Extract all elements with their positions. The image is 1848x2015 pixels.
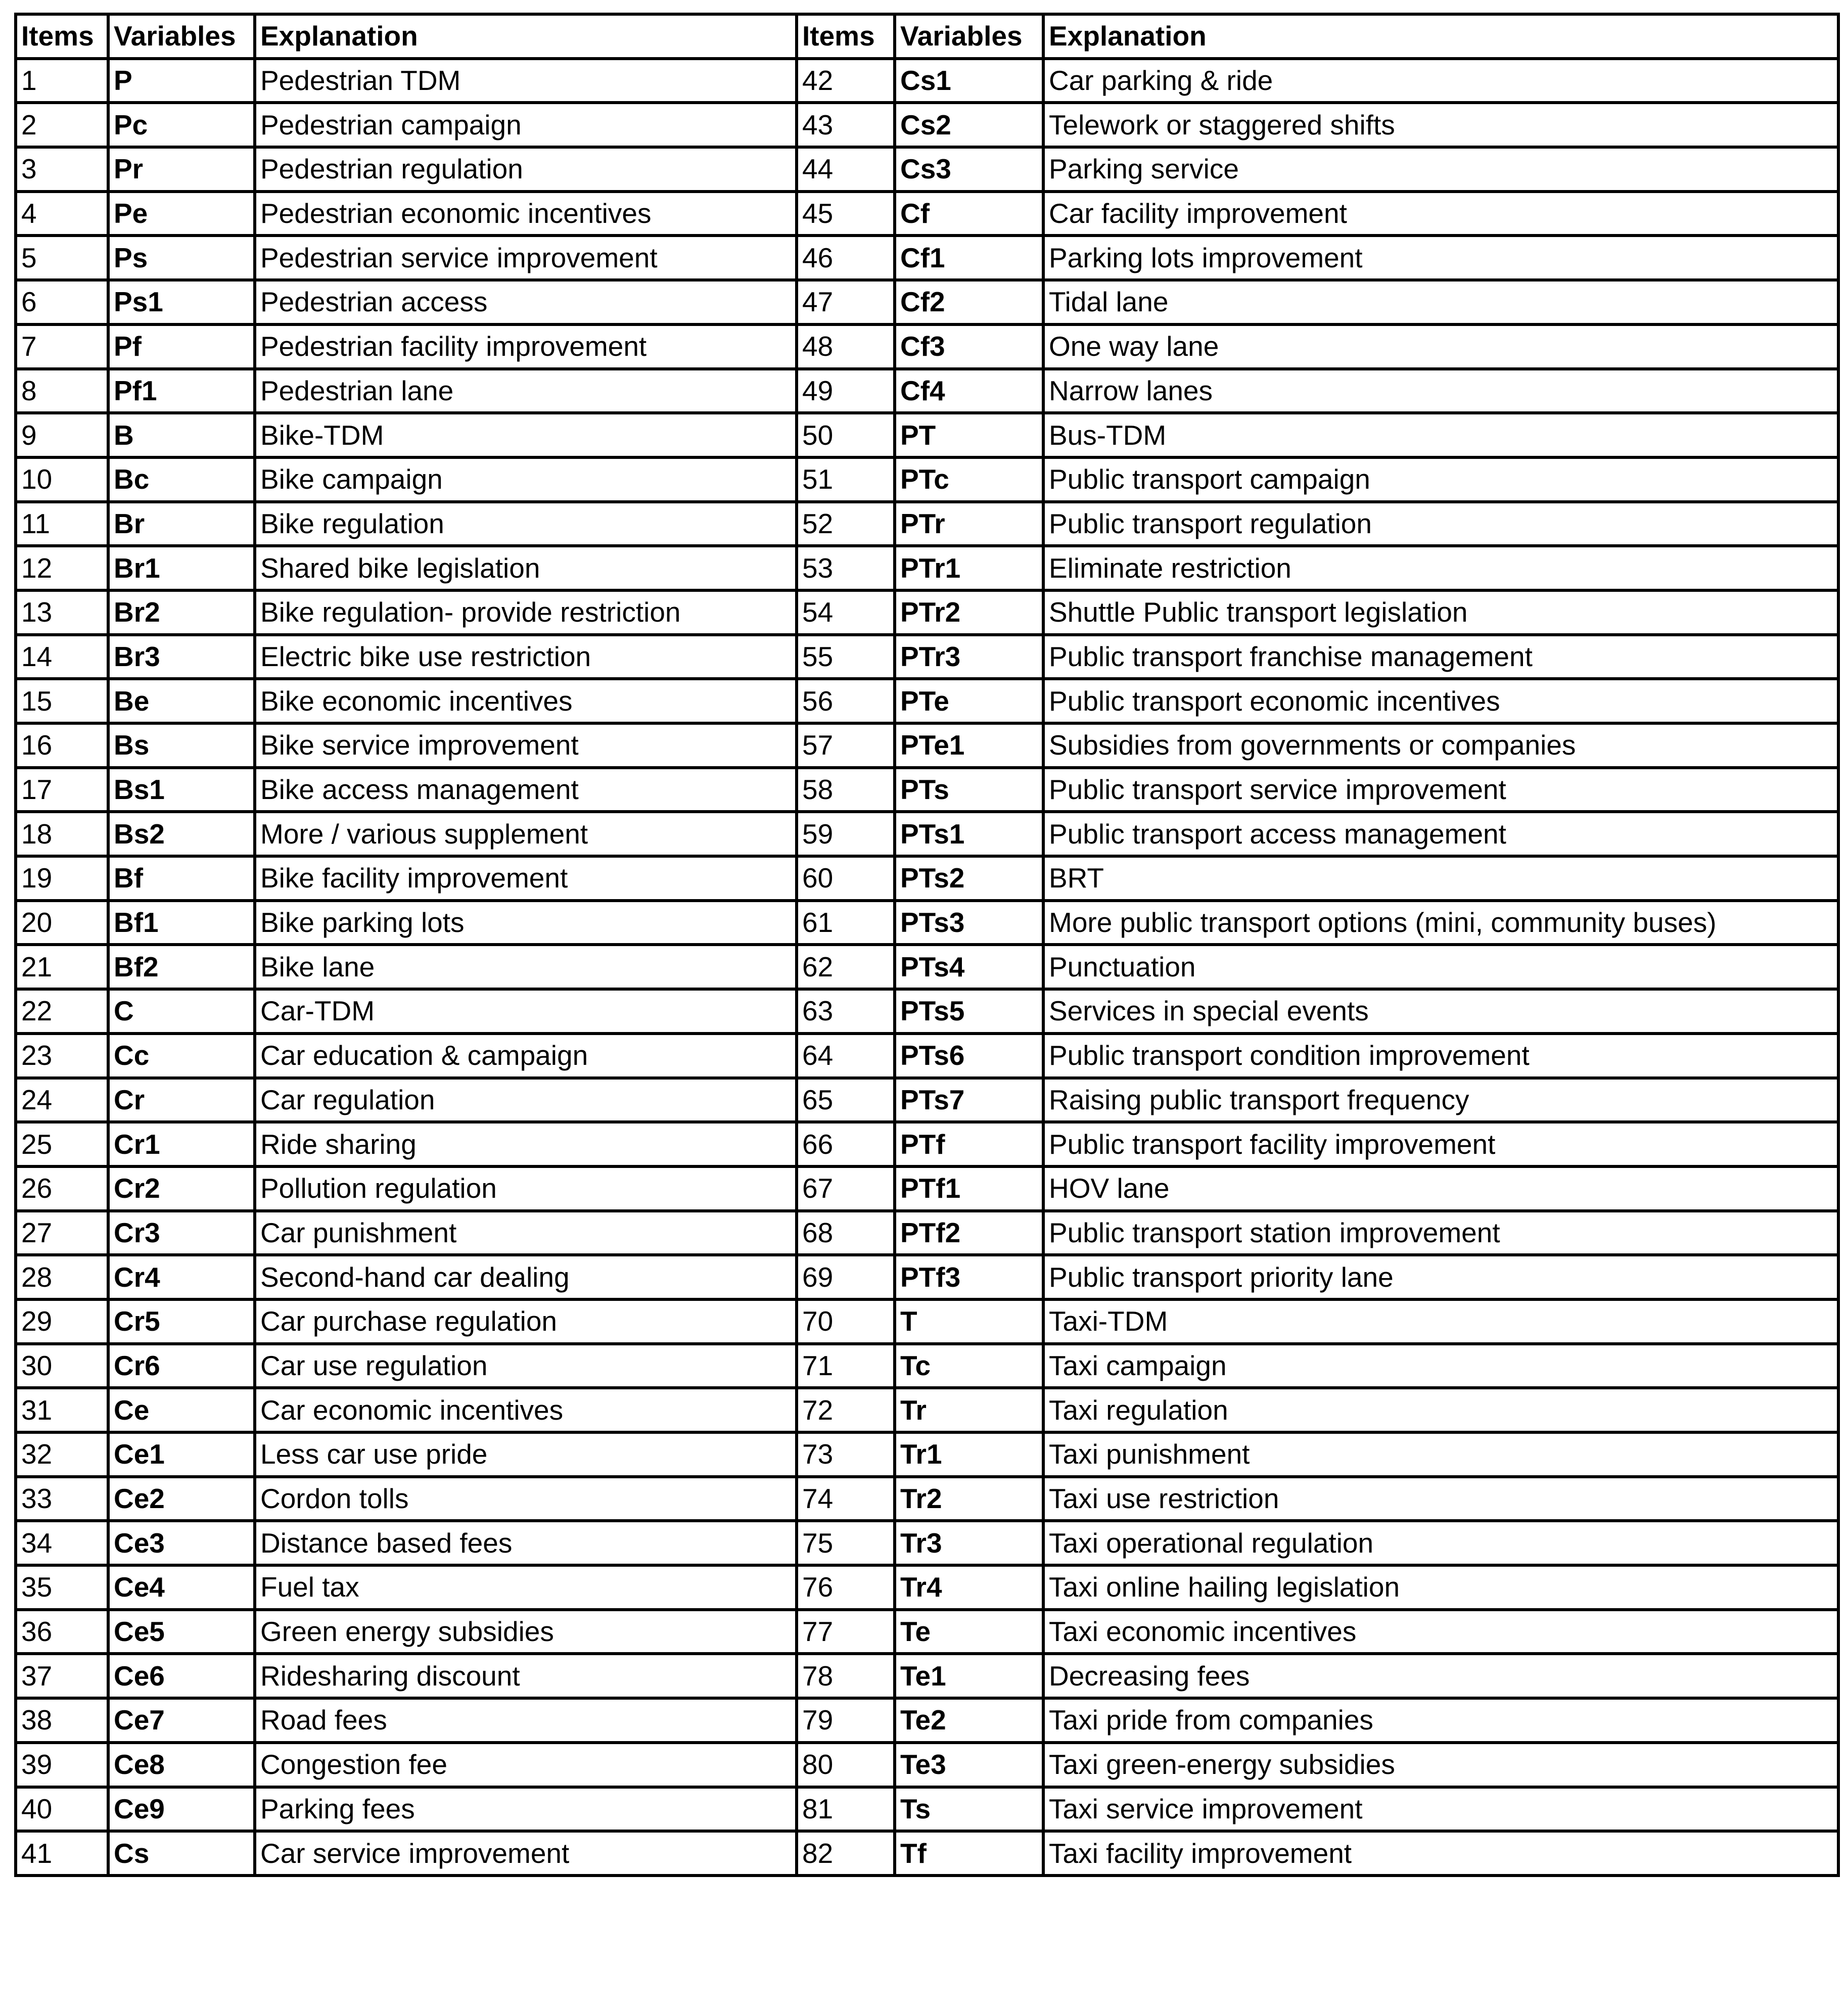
right-item-cell: 50 [797,413,895,457]
left-variable-cell: Ce8 [108,1743,255,1787]
right-item-cell: 46 [797,236,895,280]
left-explanation-cell: Bike access management [255,768,797,812]
left-item-cell: 20 [16,901,108,945]
right-explanation-cell: Taxi campaign [1043,1344,1838,1388]
right-variable-cell: PTc [895,457,1043,502]
right-variable-cell: PTs6 [895,1034,1043,1078]
right-explanation-cell: Public transport priority lane [1043,1255,1838,1299]
right-variable-cell: Cf3 [895,324,1043,369]
left-explanation-cell: Pedestrian regulation [255,147,797,192]
left-variable-cell: Cr [108,1078,255,1122]
right-item-cell: 60 [797,856,895,901]
left-item-cell: 1 [16,59,108,103]
right-item-cell: 74 [797,1477,895,1521]
right-variable-cell: PTf2 [895,1211,1043,1255]
right-variable-cell: PTr [895,502,1043,546]
left-explanation-cell: Bike lane [255,945,797,989]
right-item-cell: 79 [797,1698,895,1743]
left-explanation-cell: Car regulation [255,1078,797,1122]
table-row [16,1166,1838,1211]
right-item-cell: 82 [797,1831,895,1876]
right-explanation-cell: Taxi pride from companies [1043,1698,1838,1743]
left-explanation-cell: Car punishment [255,1211,797,1255]
right-variable-cell: PTs4 [895,945,1043,989]
right-item-cell: 76 [797,1565,895,1610]
left-variable-cell: Be [108,679,255,723]
right-item-cell: 64 [797,1034,895,1078]
left-variable-cell: Pr [108,147,255,192]
left-item-cell: 23 [16,1034,108,1078]
right-item-cell: 53 [797,546,895,590]
left-explanation-cell: Pedestrian service improvement [255,236,797,280]
right-explanation-cell: Taxi operational regulation [1043,1521,1838,1565]
left-variable-cell: Bf1 [108,901,255,945]
right-item-cell: 72 [797,1388,895,1432]
right-variable-cell: PTf1 [895,1166,1043,1211]
left-variable-cell: Bf [108,856,255,901]
left-variable-cell: Cr3 [108,1211,255,1255]
left-item-cell: 17 [16,768,108,812]
left-item-cell: 39 [16,1743,108,1787]
table-row [16,856,1838,901]
table-row [16,1344,1838,1388]
left-explanation-cell: Bike service improvement [255,723,797,768]
table-row [16,457,1838,502]
table-row [16,1388,1838,1432]
table-row [16,1743,1838,1787]
right-explanation-cell: Decreasing fees [1043,1654,1838,1698]
tdm-variables-table [14,13,1840,1877]
table-row [16,989,1838,1034]
left-variable-cell: Ce9 [108,1787,255,1832]
right-variable-cell: PTs2 [895,856,1043,901]
left-item-cell: 40 [16,1787,108,1832]
left-item-cell: 22 [16,989,108,1034]
right-variable-cell: Te2 [895,1698,1043,1743]
right-explanation-cell: Public transport economic incentives [1043,679,1838,723]
left-variable-cell: Bs [108,723,255,768]
left-variable-cell: Pf [108,324,255,369]
table-row [16,103,1838,147]
left-explanation-cell: Car service improvement [255,1831,797,1876]
right-variable-cell: Tf [895,1831,1043,1876]
right-variable-cell: PTf [895,1122,1043,1166]
left-explanation-cell: Bike-TDM [255,413,797,457]
right-item-cell: 63 [797,989,895,1034]
right-item-cell: 58 [797,768,895,812]
left-variable-cell: Cr4 [108,1255,255,1299]
left-explanation-cell: Fuel tax [255,1565,797,1610]
left-variable-cell: Cr1 [108,1122,255,1166]
table-row [16,546,1838,590]
right-variable-cell: PTs3 [895,901,1043,945]
right-variable-cell: Cf2 [895,280,1043,324]
header-variables-left: Variables [108,14,255,59]
right-item-cell: 52 [797,502,895,546]
left-variable-cell: Cs [108,1831,255,1876]
left-explanation-cell: Bike campaign [255,457,797,502]
right-item-cell: 59 [797,812,895,856]
left-explanation-cell: Bike parking lots [255,901,797,945]
right-explanation-cell: Taxi punishment [1043,1432,1838,1477]
left-variable-cell: Ps1 [108,280,255,324]
left-variable-cell: Br3 [108,635,255,679]
right-item-cell: 67 [797,1166,895,1211]
right-explanation-cell: Parking lots improvement [1043,236,1838,280]
left-explanation-cell: Distance based fees [255,1521,797,1565]
right-explanation-cell: Taxi use restriction [1043,1477,1838,1521]
right-explanation-cell: Public transport regulation [1043,502,1838,546]
left-item-cell: 15 [16,679,108,723]
table-row [16,369,1838,413]
left-variable-cell: Bs2 [108,812,255,856]
right-variable-cell: Tr [895,1388,1043,1432]
table-row [16,280,1838,324]
left-item-cell: 18 [16,812,108,856]
right-variable-cell: PTs [895,768,1043,812]
table-row [16,1831,1838,1876]
left-item-cell: 31 [16,1388,108,1432]
right-variable-cell: PTe [895,679,1043,723]
table-row [16,1122,1838,1166]
right-variable-cell: Te3 [895,1743,1043,1787]
table-body [16,59,1838,1876]
left-variable-cell: Bc [108,457,255,502]
left-item-cell: 4 [16,192,108,236]
table-row [16,1698,1838,1743]
right-variable-cell: Tr3 [895,1521,1043,1565]
right-item-cell: 61 [797,901,895,945]
header-explanation-right: Explanation [1043,14,1838,59]
left-item-cell: 8 [16,369,108,413]
left-variable-cell: Cr2 [108,1166,255,1211]
table-row [16,1078,1838,1122]
right-variable-cell: PTe1 [895,723,1043,768]
left-item-cell: 27 [16,1211,108,1255]
right-explanation-cell: More public transport options (mini, community buses) [1043,901,1838,945]
left-item-cell: 26 [16,1166,108,1211]
right-item-cell: 42 [797,59,895,103]
right-variable-cell: PTs7 [895,1078,1043,1122]
table-row [16,324,1838,369]
right-item-cell: 71 [797,1344,895,1388]
table-row [16,1521,1838,1565]
left-item-cell: 32 [16,1432,108,1477]
left-item-cell: 2 [16,103,108,147]
left-variable-cell: Bf2 [108,945,255,989]
right-explanation-cell: HOV lane [1043,1166,1838,1211]
right-variable-cell: PTr3 [895,635,1043,679]
right-item-cell: 43 [797,103,895,147]
right-variable-cell: PTs5 [895,989,1043,1034]
left-explanation-cell: Parking fees [255,1787,797,1832]
right-variable-cell: Cf4 [895,369,1043,413]
left-variable-cell: Pe [108,192,255,236]
right-explanation-cell: Car parking & ride [1043,59,1838,103]
left-explanation-cell: Ride sharing [255,1122,797,1166]
right-explanation-cell: Taxi-TDM [1043,1299,1838,1344]
left-variable-cell: P [108,59,255,103]
left-variable-cell: Ps [108,236,255,280]
right-explanation-cell: Taxi facility improvement [1043,1831,1838,1876]
left-variable-cell: Br [108,502,255,546]
right-explanation-cell: BRT [1043,856,1838,901]
left-item-cell: 33 [16,1477,108,1521]
right-explanation-cell: Tidal lane [1043,280,1838,324]
right-item-cell: 73 [797,1432,895,1477]
right-explanation-cell: Narrow lanes [1043,369,1838,413]
table-row [16,679,1838,723]
right-item-cell: 80 [797,1743,895,1787]
right-explanation-cell: Public transport campaign [1043,457,1838,502]
table-row [16,236,1838,280]
left-item-cell: 14 [16,635,108,679]
right-item-cell: 66 [797,1122,895,1166]
right-explanation-cell: Taxi regulation [1043,1388,1838,1432]
left-item-cell: 7 [16,324,108,369]
left-explanation-cell: Car use regulation [255,1344,797,1388]
table-row [16,1610,1838,1654]
right-item-cell: 54 [797,590,895,635]
right-item-cell: 68 [797,1211,895,1255]
right-explanation-cell: Public transport condition improvement [1043,1034,1838,1078]
right-explanation-cell: Public transport station improvement [1043,1211,1838,1255]
left-explanation-cell: Green energy subsidies [255,1610,797,1654]
right-explanation-cell: Eliminate restriction [1043,546,1838,590]
right-explanation-cell: Services in special events [1043,989,1838,1034]
right-item-cell: 70 [797,1299,895,1344]
right-explanation-cell: Punctuation [1043,945,1838,989]
left-explanation-cell: Pedestrian facility improvement [255,324,797,369]
right-item-cell: 47 [797,280,895,324]
left-item-cell: 6 [16,280,108,324]
left-item-cell: 41 [16,1831,108,1876]
right-variable-cell: Cf [895,192,1043,236]
right-explanation-cell: Telework or staggered shifts [1043,103,1838,147]
table-row [16,1211,1838,1255]
right-explanation-cell: Raising public transport frequency [1043,1078,1838,1122]
table-row [16,635,1838,679]
left-item-cell: 29 [16,1299,108,1344]
left-variable-cell: Ce5 [108,1610,255,1654]
left-item-cell: 38 [16,1698,108,1743]
left-explanation-cell: Pedestrian economic incentives [255,192,797,236]
table-row [16,1432,1838,1477]
left-explanation-cell: Less car use pride [255,1432,797,1477]
right-item-cell: 49 [797,369,895,413]
table-row [16,590,1838,635]
left-variable-cell: Br1 [108,546,255,590]
right-item-cell: 57 [797,723,895,768]
table-row [16,901,1838,945]
table-row [16,1034,1838,1078]
left-item-cell: 10 [16,457,108,502]
left-explanation-cell: Car-TDM [255,989,797,1034]
left-variable-cell: Ce3 [108,1521,255,1565]
right-item-cell: 44 [797,147,895,192]
left-item-cell: 34 [16,1521,108,1565]
right-item-cell: 75 [797,1521,895,1565]
table-row [16,1565,1838,1610]
left-explanation-cell: Car education & campaign [255,1034,797,1078]
right-variable-cell: Tr2 [895,1477,1043,1521]
left-explanation-cell: More / various supplement [255,812,797,856]
left-variable-cell: Cr6 [108,1344,255,1388]
right-variable-cell: PTr2 [895,590,1043,635]
left-variable-cell: Ce7 [108,1698,255,1743]
right-explanation-cell: Public transport facility improvement [1043,1122,1838,1166]
left-explanation-cell: Cordon tolls [255,1477,797,1521]
right-explanation-cell: Car facility improvement [1043,192,1838,236]
right-item-cell: 77 [797,1610,895,1654]
left-variable-cell: Cr5 [108,1299,255,1344]
left-explanation-cell: Congestion fee [255,1743,797,1787]
table-row [16,723,1838,768]
right-explanation-cell: Parking service [1043,147,1838,192]
table-row [16,945,1838,989]
table-row [16,192,1838,236]
left-variable-cell: Ce6 [108,1654,255,1698]
left-item-cell: 24 [16,1078,108,1122]
left-item-cell: 35 [16,1565,108,1610]
left-item-cell: 25 [16,1122,108,1166]
right-item-cell: 55 [797,635,895,679]
left-explanation-cell: Pedestrian TDM [255,59,797,103]
left-explanation-cell: Road fees [255,1698,797,1743]
left-explanation-cell: Bike regulation- provide restriction [255,590,797,635]
header-items-left: Items [16,14,108,59]
right-variable-cell: Tr1 [895,1432,1043,1477]
right-variable-cell: Te [895,1610,1043,1654]
left-item-cell: 9 [16,413,108,457]
right-explanation-cell: Taxi economic incentives [1043,1610,1838,1654]
left-item-cell: 13 [16,590,108,635]
left-variable-cell: Br2 [108,590,255,635]
right-variable-cell: Tc [895,1344,1043,1388]
header-row [16,14,1838,59]
right-variable-cell: Tr4 [895,1565,1043,1610]
left-variable-cell: B [108,413,255,457]
left-variable-cell: Ce2 [108,1477,255,1521]
left-explanation-cell: Pollution regulation [255,1166,797,1211]
right-item-cell: 48 [797,324,895,369]
left-variable-cell: Pf1 [108,369,255,413]
right-explanation-cell: Taxi service improvement [1043,1787,1838,1832]
left-item-cell: 19 [16,856,108,901]
left-variable-cell: C [108,989,255,1034]
right-variable-cell: Cf1 [895,236,1043,280]
left-explanation-cell: Bike economic incentives [255,679,797,723]
header-variables-right: Variables [895,14,1043,59]
right-item-cell: 51 [797,457,895,502]
right-item-cell: 69 [797,1255,895,1299]
left-variable-cell: Ce4 [108,1565,255,1610]
left-variable-cell: Bs1 [108,768,255,812]
right-variable-cell: Te1 [895,1654,1043,1698]
right-variable-cell: PTr1 [895,546,1043,590]
left-explanation-cell: Shared bike legislation [255,546,797,590]
left-explanation-cell: Car purchase regulation [255,1299,797,1344]
table-row [16,59,1838,103]
right-variable-cell: PT [895,413,1043,457]
left-item-cell: 36 [16,1610,108,1654]
left-explanation-cell: Second-hand car dealing [255,1255,797,1299]
left-item-cell: 12 [16,546,108,590]
left-explanation-cell: Bike regulation [255,502,797,546]
left-item-cell: 28 [16,1255,108,1299]
right-variable-cell: PTf3 [895,1255,1043,1299]
right-explanation-cell: Bus-TDM [1043,413,1838,457]
left-item-cell: 21 [16,945,108,989]
right-variable-cell: T [895,1299,1043,1344]
left-item-cell: 16 [16,723,108,768]
right-item-cell: 81 [797,1787,895,1832]
right-variable-cell: Cs2 [895,103,1043,147]
table-row [16,812,1838,856]
right-explanation-cell: Public transport franchise management [1043,635,1838,679]
table-row [16,413,1838,457]
right-explanation-cell: Subsidies from governments or companies [1043,723,1838,768]
left-explanation-cell: Pedestrian lane [255,369,797,413]
left-variable-cell: Ce1 [108,1432,255,1477]
right-item-cell: 62 [797,945,895,989]
left-explanation-cell: Pedestrian campaign [255,103,797,147]
right-explanation-cell: Taxi online hailing legislation [1043,1565,1838,1610]
table-row [16,1477,1838,1521]
table-row [16,1654,1838,1698]
left-variable-cell: Ce [108,1388,255,1432]
right-item-cell: 78 [797,1654,895,1698]
left-explanation-cell: Pedestrian access [255,280,797,324]
right-explanation-cell: Public transport access management [1043,812,1838,856]
left-explanation-cell: Bike facility improvement [255,856,797,901]
right-variable-cell: Cs1 [895,59,1043,103]
left-item-cell: 11 [16,502,108,546]
left-variable-cell: Cc [108,1034,255,1078]
left-item-cell: 3 [16,147,108,192]
left-variable-cell: Pc [108,103,255,147]
table-row [16,147,1838,192]
right-variable-cell: Cs3 [895,147,1043,192]
table-row [16,768,1838,812]
left-item-cell: 37 [16,1654,108,1698]
table-row [16,1787,1838,1832]
right-item-cell: 45 [797,192,895,236]
table-row [16,1255,1838,1299]
left-item-cell: 5 [16,236,108,280]
table-row [16,502,1838,546]
right-explanation-cell: One way lane [1043,324,1838,369]
table-row [16,1299,1838,1344]
header-items-right: Items [797,14,895,59]
left-explanation-cell: Electric bike use restriction [255,635,797,679]
left-explanation-cell: Ridesharing discount [255,1654,797,1698]
left-item-cell: 30 [16,1344,108,1388]
right-item-cell: 65 [797,1078,895,1122]
left-explanation-cell: Car economic incentives [255,1388,797,1432]
right-variable-cell: Ts [895,1787,1043,1832]
right-item-cell: 56 [797,679,895,723]
right-explanation-cell: Taxi green-energy subsidies [1043,1743,1838,1787]
right-variable-cell: PTs1 [895,812,1043,856]
right-explanation-cell: Shuttle Public transport legislation [1043,590,1838,635]
right-explanation-cell: Public transport service improvement [1043,768,1838,812]
header-explanation-left: Explanation [255,14,797,59]
